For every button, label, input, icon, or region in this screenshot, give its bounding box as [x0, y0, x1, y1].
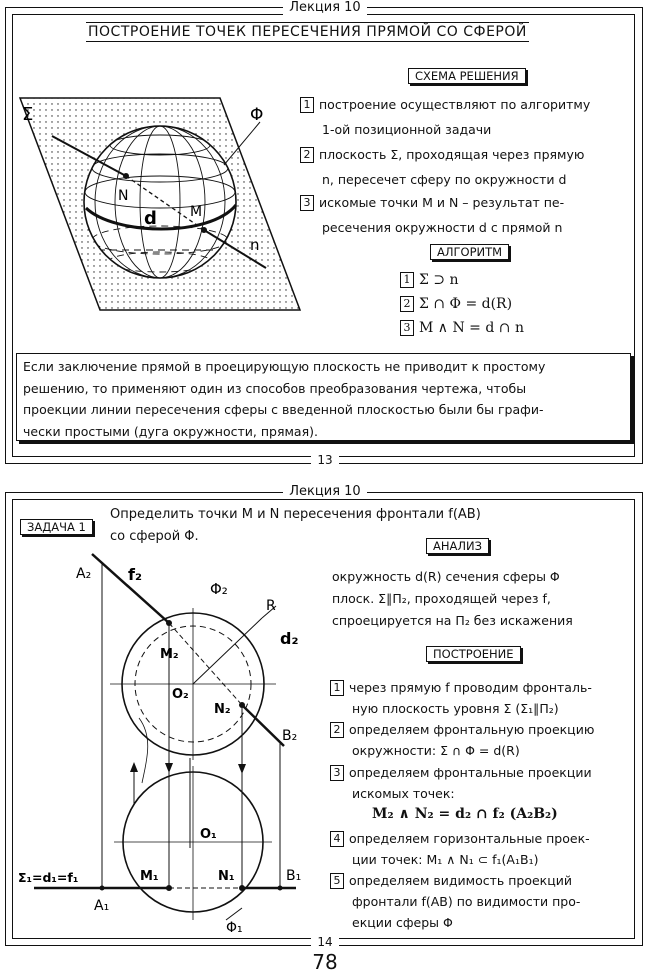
point-m: [201, 227, 207, 233]
point-n: [123, 173, 129, 179]
book-page-number: 78: [312, 950, 338, 974]
step-number: 1: [300, 97, 314, 113]
label-m1: M₁: [140, 869, 159, 884]
step-number: 3: [300, 195, 314, 211]
label-o1: O₁: [200, 827, 217, 842]
construction-label: ПОСТРОЕНИЕ: [426, 646, 521, 662]
construction-step-1: 1 через прямую f проводим фронталь- ную плоскость уровня Σ (Σ₁∥Π₂): [330, 677, 592, 719]
construction-step-4: 4 определяем горизонтальные проек- ции точек: M₁ ∧ N₁ ⊂ f₁(A₁B₁): [330, 828, 590, 870]
label-a1: A₁: [94, 898, 110, 914]
construction-step-3: 3 определяем фронтальные проекции искомых точек:: [330, 762, 592, 804]
label-sigma: Σ: [22, 104, 34, 125]
label-phi1: Φ₁: [226, 920, 243, 936]
label-n1: N₁: [218, 869, 235, 884]
task-text-line-1: Определить точки M и N пересечения фронтали f(AB): [110, 507, 481, 522]
page-number-14: 14: [0, 935, 650, 949]
label-b2: B₂: [282, 728, 298, 744]
label-o2: O₂: [172, 687, 189, 702]
algorithm-label: АЛГОРИТМ: [430, 244, 509, 260]
label-d2: d₂: [280, 629, 299, 648]
point-m1: [166, 885, 172, 891]
task-text-line-2: со сферой Φ.: [110, 529, 199, 544]
algorithm-step-3: 3 M ∧ N = d ∩ n: [400, 320, 524, 336]
label-f2: f₂: [128, 565, 142, 584]
label-m2: M₂: [160, 647, 179, 662]
analysis-text: окружность d(R) сечения сферы Φ плоск. Σ∥Π₂, проходящей через f, спроецируется на Π₂ без искажения: [332, 569, 573, 628]
scheme-step-1: 1 построение осуществляют по алгоритму 1-ой позиционной задачи: [300, 92, 590, 142]
step-number: 2: [300, 147, 314, 163]
label-r: R: [266, 598, 276, 614]
label-phi2: Φ₂: [210, 580, 228, 598]
label-n2: N₂: [214, 702, 231, 717]
label-n-line: n: [250, 236, 260, 254]
point-n1: [239, 885, 245, 891]
label-sigma1: Σ₁=d₁=f₁: [18, 870, 79, 885]
label-d: d: [144, 208, 157, 229]
sphere: [84, 126, 236, 278]
sphere-plane-figure: [14, 90, 314, 320]
scheme-label: СХЕМА РЕШЕНИЯ: [408, 68, 526, 84]
line-f2-exit: [242, 705, 284, 746]
label-a2: A₂: [76, 566, 92, 582]
projection-figure: [14, 548, 332, 938]
lecture-header: Лекция 10: [0, 484, 650, 499]
label-n-point: N: [118, 188, 129, 204]
scheme-step-2: 2 плоскость Σ, проходящая через прямую n, пересечет сферу по окружности d: [300, 142, 584, 192]
construction-step-5: 5 определяем видимость проекций фронтали f(AB) по видимости про- екции сферы Φ: [330, 870, 580, 933]
note-box: Если заключение прямой в проецирующую плоскость не приводит к простому решению, то применяют один из способов преобразования чертежа, чтобы проекции линии пересечения сферы с введенной плоскостью были бы графи- чески простыми (дуга окружности, прямая).: [16, 353, 631, 441]
label-b1: B₁: [286, 868, 302, 884]
algorithm-step-1: 1 Σ ⊃ n: [400, 272, 459, 288]
scheme-step-3: 3 искомые точки M и N – результат пе- ресечения окружности d с прямой n: [300, 190, 564, 240]
construction-step-2: 2 определяем фронтальную проекцию окружности: Σ ∩ Φ = d(R): [330, 719, 594, 761]
analysis-label: АНАЛИЗ: [426, 538, 489, 554]
page-title: ПОСТРОЕНИЕ ТОЧЕК ПЕРЕСЕЧЕНИЯ ПРЯМОЙ СО СФЕРОЙ: [88, 24, 527, 40]
algorithm-step-2: 2 Σ ∩ Φ = d(R): [400, 296, 512, 312]
formula: M₂ ∧ N₂ = d₂ ∩ f₂ (A₂B₂): [372, 806, 558, 822]
label-m-point: M: [190, 204, 203, 220]
task-label: ЗАДАЧА 1: [20, 519, 93, 535]
lecture-header: Лекция 10: [0, 0, 650, 15]
label-phi: Φ: [250, 105, 264, 125]
page-number-13: 13: [0, 453, 650, 467]
